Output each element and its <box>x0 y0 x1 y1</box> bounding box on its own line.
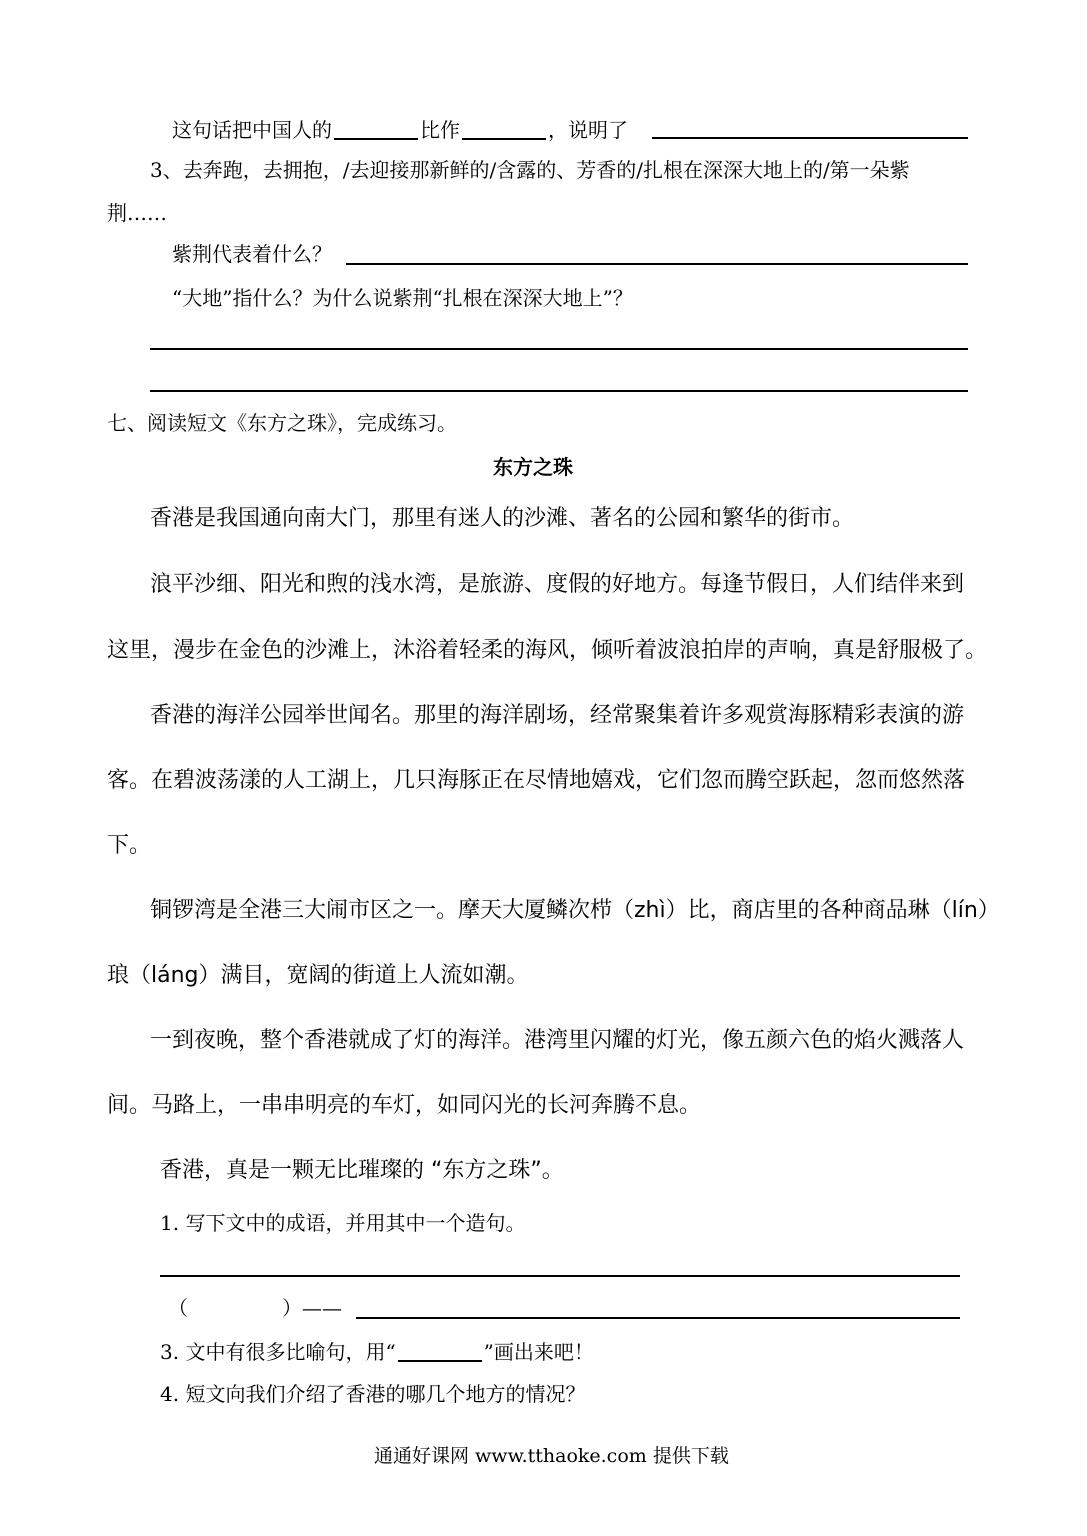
q3-ask1: 紫荆代表着什么？ <box>172 242 332 266</box>
passage-p1: 香港是我国通向南大门，那里有迷人的沙滩、著名的公园和繁华的街市。 <box>150 506 855 531</box>
answer-line-e1b[interactable] <box>356 1317 960 1319</box>
passage-p4-l2: 琅（láng）满目，宽阔的街道上人流如潮。 <box>107 963 529 988</box>
paren-open: （ <box>168 1296 188 1320</box>
answer-line-q3a[interactable] <box>346 263 968 265</box>
passage-p3-l2: 客。在碧波荡漾的人工湖上，几只海豚正在尽情地嬉戏，它们忽而腾空跃起，忽而悠然落 <box>107 768 966 793</box>
exercise-3-suffix: ”画出来吧！ <box>483 1340 594 1364</box>
passage-p2-l2: 这里，漫步在金色的沙滩上，沐浴着轻柔的海风，倾听着波浪拍岸的声响，真是舒服极了。 <box>107 638 988 663</box>
q3-ask2: “大地”指什么？为什么说紫荆“扎根在深深大地上”？ <box>172 286 633 310</box>
exercise-1: 1. 写下文中的成语，并用其中一个造句。 <box>160 1211 526 1235</box>
passage-p6: 香港，真是一颗无比璀璨的 “东方之珠”。 <box>160 1158 564 1183</box>
q2-prefix: 这句话把中国人的 <box>172 118 332 142</box>
answer-line-e1a[interactable] <box>160 1275 960 1277</box>
blank-1[interactable] <box>334 118 418 140</box>
q3-line2: 荆…… <box>107 201 167 225</box>
passage-p3-l3: 下。 <box>107 833 152 858</box>
section7-heading: 七、阅读短文《东方之珠》，完成练习。 <box>107 411 457 435</box>
exercise-4: 4. 短文向我们介绍了香港的哪几个地方的情况？ <box>160 1382 586 1406</box>
footer-credit: 通通好课网 www.tthaoke.com 提供下载 <box>374 1445 729 1467</box>
underline-sample <box>398 1340 482 1362</box>
q2-mid2: ，说明了 <box>548 118 628 142</box>
q2-mid1: 比作 <box>420 118 460 142</box>
exercise-3 <box>160 1340 594 1362</box>
exercise-3-prefix: 3. 文中有很多比喻句，用“ <box>160 1340 396 1364</box>
answer-line-q3c[interactable] <box>150 390 968 392</box>
passage-p5-l2: 间。马路上，一串串明亮的车灯，如同闪光的长河奔腾不息。 <box>107 1093 702 1118</box>
paren-close: ）—— <box>282 1296 342 1320</box>
answer-line-q3b[interactable] <box>150 348 968 350</box>
passage-p2-l1: 浪平沙细、阳光和煦的浅水湾，是旅游、度假的好地方。每逢节假日，人们结伴来到 <box>150 572 965 597</box>
passage-p3-l1: 香港的海洋公园举世闻名。那里的海洋剧场，经常聚集着许多观赏海豚精彩表演的游 <box>150 703 965 728</box>
passage-p5-l1: 一到夜晚，整个香港就成了灯的海洋。港湾里闪耀的灯光，像五颜六色的焰火溅落人 <box>150 1028 965 1053</box>
q3-line1: 3、去奔跑，去拥抱，/去迎接那新鲜的/含露的、芳香的/扎根在深深大地上的/第一朵紫 <box>150 158 910 182</box>
answer-line-q2[interactable] <box>652 137 968 139</box>
passage-p4-l1: 铜锣湾是全港三大闹市区之一。摩天大厦鳞次栉（zhì）比，商店里的各种商品琳（lín） <box>150 898 1000 923</box>
q2-sentence <box>172 118 628 140</box>
passage-title: 东方之珠 <box>493 455 573 479</box>
blank-2[interactable] <box>462 118 546 140</box>
